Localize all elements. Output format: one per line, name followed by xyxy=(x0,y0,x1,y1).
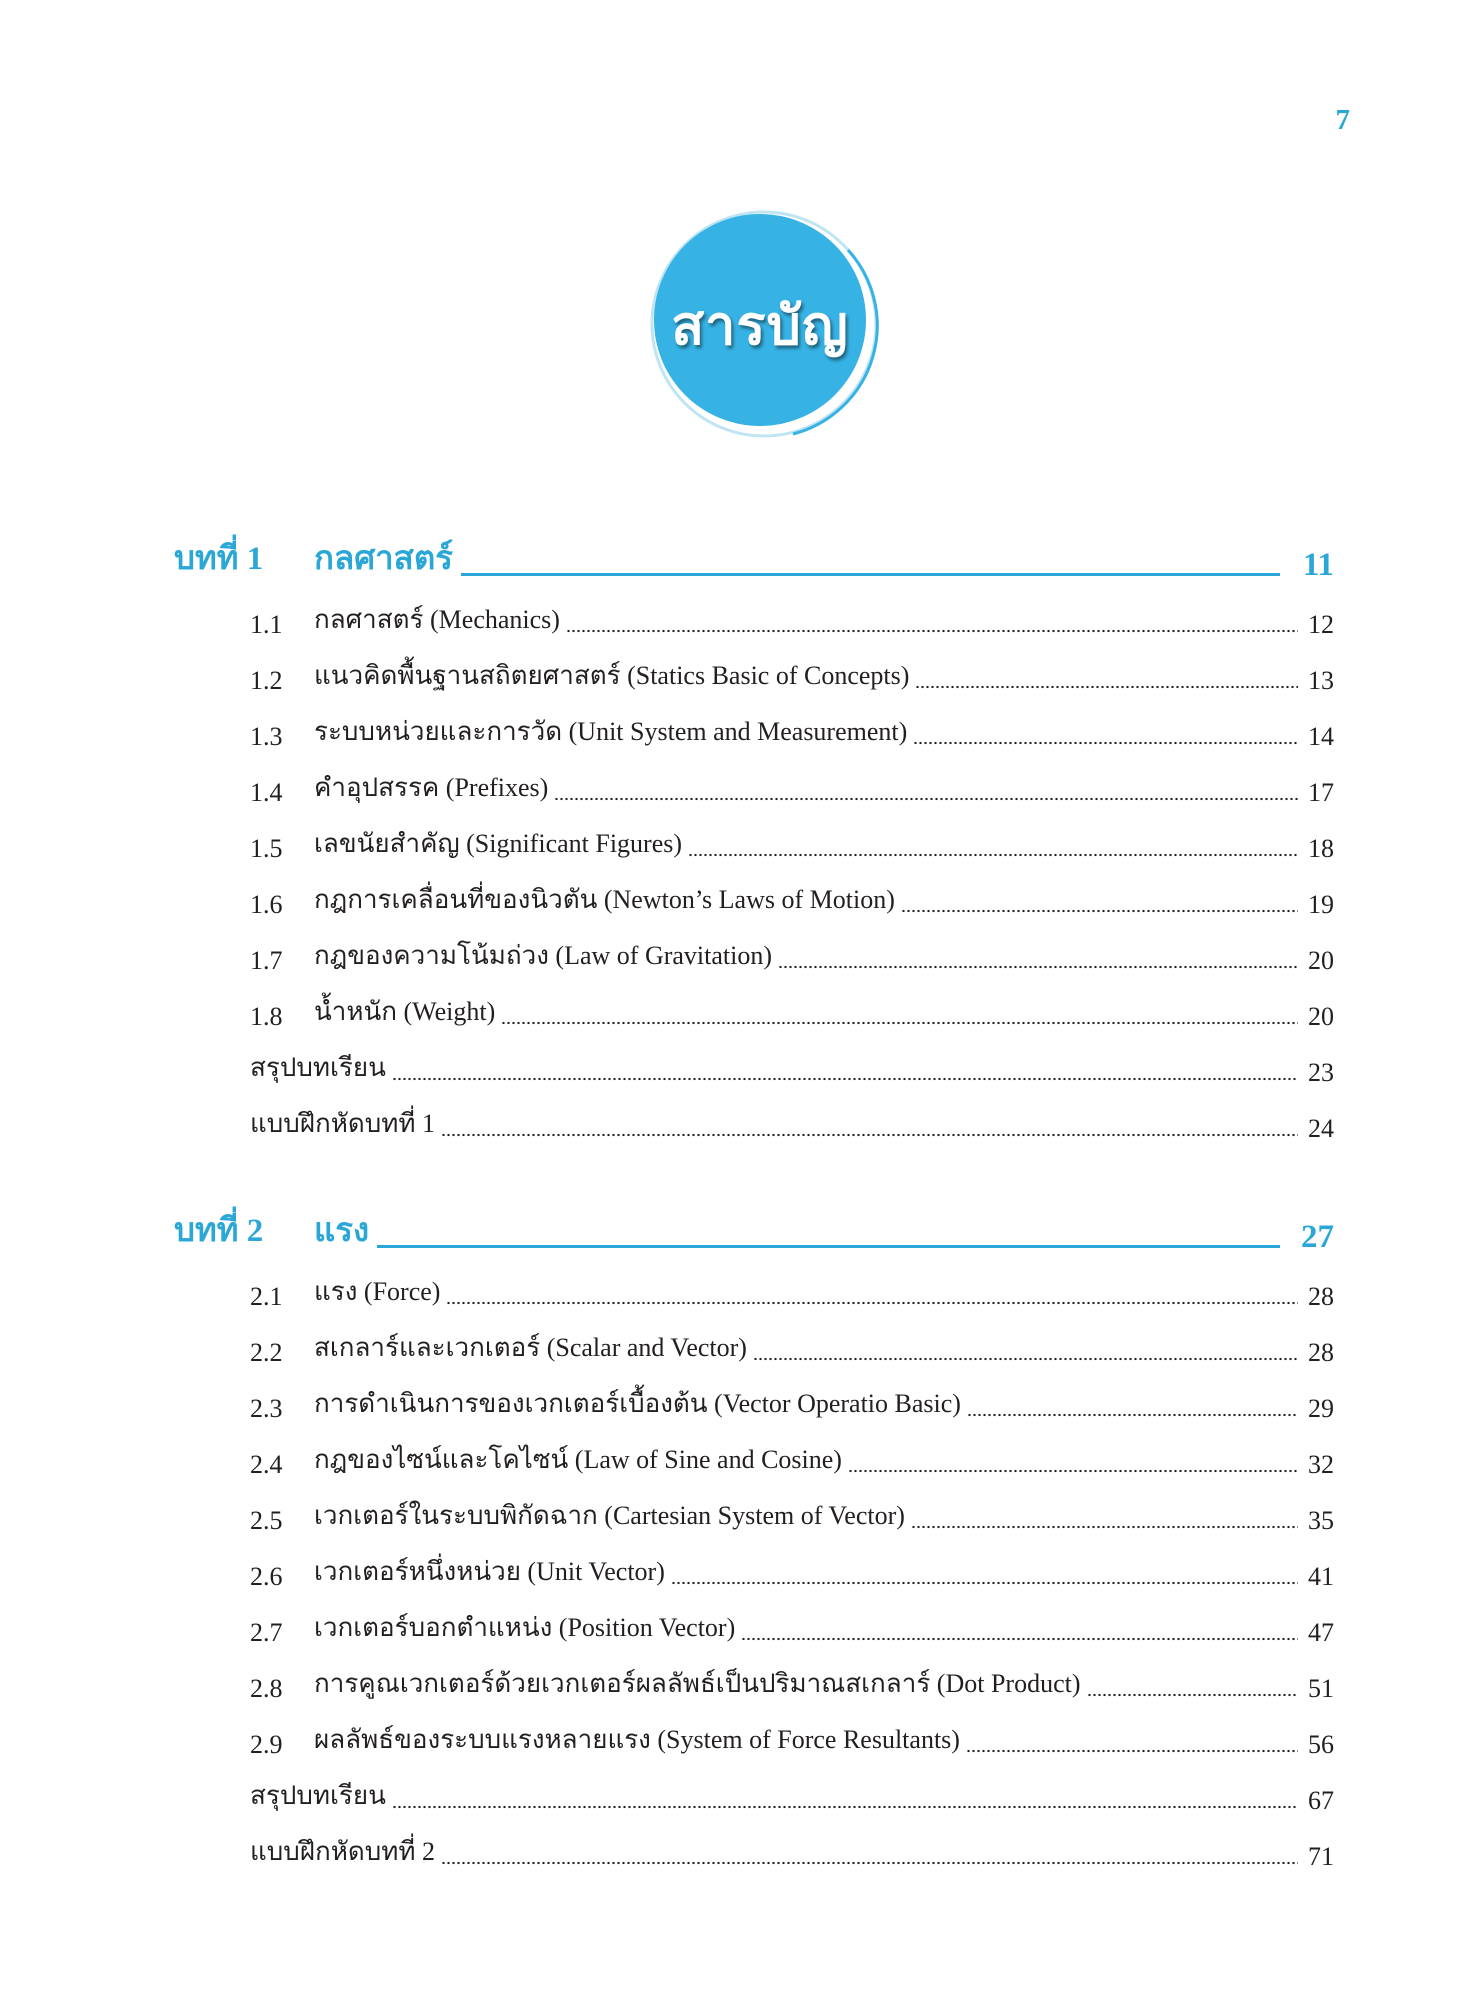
toc-entry[interactable] xyxy=(250,1328,1334,1368)
entry-page: 23 xyxy=(1308,1058,1334,1087)
toc-entry[interactable] xyxy=(250,992,1334,1032)
chapter-page: 11 xyxy=(1302,547,1334,583)
entry-number: 1.5 xyxy=(250,834,283,863)
dot-leader xyxy=(554,797,1298,801)
chapter-heading[interactable] xyxy=(174,532,1334,584)
dot-leader xyxy=(671,1581,1298,1585)
entry-title: สเกลาร์และเวกเตอร์ (Scalar and Vector) xyxy=(314,1333,747,1362)
chapter-title: แรง xyxy=(314,1213,370,1249)
entry-page: 67 xyxy=(1308,1786,1334,1815)
chapter-page: 27 xyxy=(1301,1219,1334,1255)
entry-title: กฎของความโน้มถ่วง (Law of Gravitation) xyxy=(314,941,773,970)
entry-page: 29 xyxy=(1308,1394,1334,1423)
entry-title: น้ำหนัก (Weight) xyxy=(314,997,496,1026)
entry-title: เวกเตอร์บอกตำแหน่ง (Position Vector) xyxy=(314,1613,736,1642)
toc-logo xyxy=(643,210,893,450)
chapter-label: บทที่ 1 xyxy=(174,541,264,577)
dot-leader xyxy=(688,853,1298,857)
toc-entry[interactable] xyxy=(250,936,1334,976)
entry-page: 51 xyxy=(1308,1674,1334,1703)
toc-entry[interactable] xyxy=(250,824,1334,864)
entry-page: 28 xyxy=(1308,1282,1334,1311)
entry-number: 2.9 xyxy=(250,1730,283,1759)
entry-page: 12 xyxy=(1308,610,1334,639)
entry-title: กฎของไซน์และโคไซน์ (Law of Sine and Cosine) xyxy=(314,1445,842,1474)
toc-entry[interactable] xyxy=(250,1664,1334,1704)
dot-leader xyxy=(913,741,1298,745)
entry-title: การดำเนินการของเวกเตอร์เบื้องต้น (Vector Operatio Basic) xyxy=(314,1389,961,1418)
entry-number: 1.3 xyxy=(250,722,283,751)
entry-page: 47 xyxy=(1308,1618,1334,1647)
toc-entry[interactable] xyxy=(250,1384,1334,1424)
entry-number: 1.1 xyxy=(250,610,283,639)
entry-number: 2.2 xyxy=(250,1338,283,1367)
entry-title: เวกเตอร์หนึ่งหน่วย (Unit Vector) xyxy=(314,1557,665,1586)
dot-leader xyxy=(566,629,1298,633)
dot-leader xyxy=(441,1861,1298,1865)
entry-number: 2.1 xyxy=(250,1282,283,1311)
entry-page: 24 xyxy=(1308,1114,1334,1143)
chapter-rule xyxy=(461,573,1280,576)
entry-title: กฎการเคลื่อนที่ของนิวตัน (Newton’s Laws of Motion) xyxy=(314,885,895,914)
entry-page: 18 xyxy=(1308,834,1334,863)
toc-entry[interactable] xyxy=(250,1440,1334,1480)
dot-leader xyxy=(392,1805,1298,1809)
dot-leader xyxy=(1087,1693,1299,1697)
entry-number: 2.7 xyxy=(250,1618,283,1647)
entry-page: 19 xyxy=(1308,890,1334,919)
dot-leader xyxy=(901,909,1298,913)
chapter-title: กลศาสตร์ xyxy=(314,541,453,577)
dot-leader xyxy=(778,965,1298,969)
entry-number: 2.4 xyxy=(250,1450,283,1479)
toc-entry[interactable] xyxy=(250,1104,1334,1144)
entry-number: 1.2 xyxy=(250,666,283,695)
chapter-heading[interactable] xyxy=(174,1204,1334,1256)
toc-entry[interactable] xyxy=(250,1272,1334,1312)
page-number: 7 xyxy=(1335,104,1350,136)
entry-page: 17 xyxy=(1308,778,1334,807)
toc-entry[interactable] xyxy=(250,880,1334,920)
dot-leader xyxy=(392,1077,1298,1081)
toc-entry[interactable] xyxy=(250,1608,1334,1648)
entry-page: 35 xyxy=(1308,1506,1334,1535)
dot-leader xyxy=(915,685,1298,689)
entry-title: แบบฝึกหัดบทที่ 1 xyxy=(250,1109,436,1138)
toc-entry[interactable] xyxy=(250,1832,1334,1872)
toc-entry[interactable] xyxy=(250,656,1334,696)
entry-page: 28 xyxy=(1308,1338,1334,1367)
dot-leader xyxy=(753,1357,1298,1361)
entry-title: ผลลัพธ์ของระบบแรงหลายแรง (System of Force Resultants) xyxy=(314,1725,960,1754)
entry-title: ระบบหน่วยและการวัด (Unit System and Measurement) xyxy=(314,717,908,746)
entry-page: 20 xyxy=(1308,946,1334,975)
dot-leader xyxy=(441,1133,1298,1137)
entry-page: 32 xyxy=(1308,1450,1334,1479)
entry-number: 2.6 xyxy=(250,1562,283,1591)
entry-title: เวกเตอร์ในระบบพิกัดฉาก (Cartesian System of Vector) xyxy=(314,1501,905,1530)
logo-title: สารบัญ xyxy=(671,294,849,357)
entry-number: 1.7 xyxy=(250,946,283,975)
toc-entry[interactable] xyxy=(250,1552,1334,1592)
chapter-rule xyxy=(377,1245,1280,1248)
dot-leader xyxy=(911,1525,1298,1529)
toc-entry[interactable] xyxy=(250,1720,1334,1760)
toc-entry[interactable] xyxy=(250,712,1334,752)
entry-title: แบบฝึกหัดบทที่ 2 xyxy=(250,1837,436,1866)
dot-leader xyxy=(967,1413,1298,1417)
dot-leader xyxy=(501,1021,1298,1025)
entry-page: 41 xyxy=(1308,1562,1334,1591)
entry-page: 56 xyxy=(1308,1730,1334,1759)
toc-entry[interactable] xyxy=(250,1776,1334,1816)
entry-number: 2.8 xyxy=(250,1674,283,1703)
dot-leader xyxy=(966,1749,1298,1753)
entry-title: สรุปบทเรียน xyxy=(250,1053,386,1082)
entry-title: แนวคิดพื้นฐานสถิตยศาสตร์ (Statics Basic of Concepts) xyxy=(314,661,910,690)
dot-leader xyxy=(741,1637,1298,1641)
toc-entry[interactable] xyxy=(250,1048,1334,1088)
entry-title: แรง (Force) xyxy=(314,1277,441,1306)
entry-number: 1.8 xyxy=(250,1002,283,1031)
entry-title: สรุปบทเรียน xyxy=(250,1781,386,1810)
entry-title: เลขนัยสำคัญ (Significant Figures) xyxy=(314,829,683,858)
entry-page: 13 xyxy=(1308,666,1334,695)
entry-page: 20 xyxy=(1308,1002,1334,1031)
toc-entry[interactable] xyxy=(250,1496,1334,1536)
entry-page: 71 xyxy=(1308,1842,1334,1871)
chapter-label: บทที่ 2 xyxy=(174,1213,264,1249)
toc-entry[interactable] xyxy=(250,600,1334,640)
entry-number: 1.4 xyxy=(250,778,283,807)
entry-number: 2.3 xyxy=(250,1394,283,1423)
dot-leader xyxy=(848,1469,1298,1473)
entry-title: การคูณเวกเตอร์ด้วยเวกเตอร์ผลลัพธ์เป็นปริมาณสเกลาร์ (Dot Product) xyxy=(314,1669,1081,1698)
entry-page: 14 xyxy=(1308,722,1334,751)
entry-title: คำอุปสรรค (Prefixes) xyxy=(314,773,549,802)
dot-leader xyxy=(446,1301,1298,1305)
toc-entry[interactable] xyxy=(250,768,1334,808)
entry-number: 1.6 xyxy=(250,890,283,919)
entry-title: กลศาสตร์ (Mechanics) xyxy=(314,605,560,634)
entry-number: 2.5 xyxy=(250,1506,283,1535)
